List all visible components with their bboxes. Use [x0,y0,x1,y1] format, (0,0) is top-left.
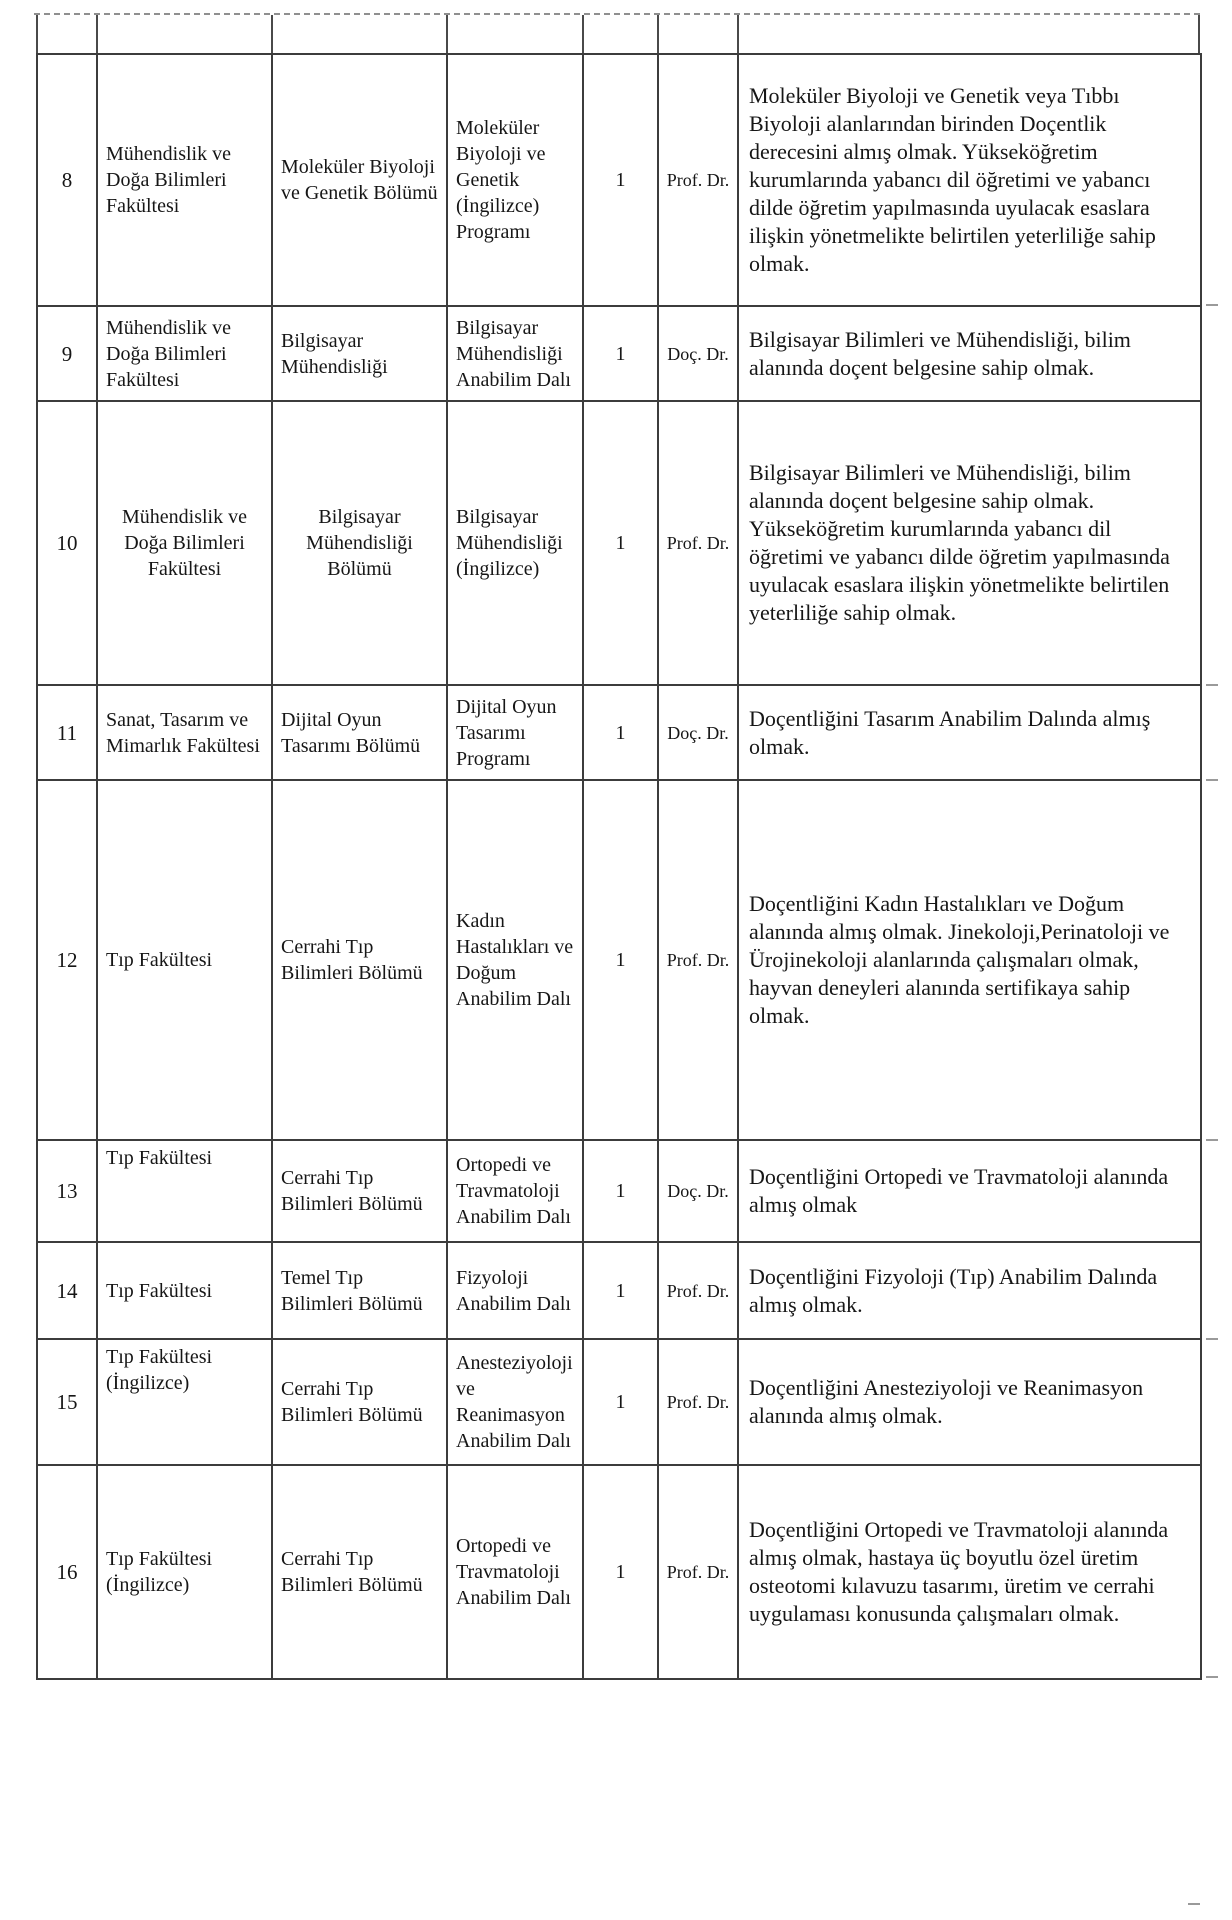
table-row [37,1140,1201,1242]
scan-edge-artifact [1206,304,1218,306]
cell-faculty: Tıp Fakültesi [97,780,272,1140]
cell-quota: 1 [583,1339,658,1465]
cell-faculty: Mühendislik ve Doğa Bilimleri Fakültesi [97,54,272,306]
cell-program: Anesteziyoloji ve Reanimasyon Anabilim Dalı [447,1339,583,1465]
cell-department: Bilgisayar Mühendisliği Bölümü [272,401,447,685]
cell-program: Kadın Hastalıkları ve Doğum Anabilim Dalı [447,780,583,1140]
cell-title: Prof. Dr. [658,1242,738,1339]
cell-title: Doç. Dr. [658,306,738,401]
cell-program: Moleküler Biyoloji ve Genetik (İngilizce) Programı [447,54,583,306]
cell-row-no: 9 [37,306,97,401]
cell-quota: 1 [583,780,658,1140]
scan-edge-artifact [1206,684,1218,686]
column-border-stub [582,15,584,55]
cell-row-no: 15 [37,1339,97,1465]
cell-faculty: Tıp Fakültesi (İngilizce) [97,1465,272,1679]
cell-title: Prof. Dr. [658,54,738,306]
cell-program: Dijital Oyun Tasarımı Programı [447,685,583,780]
column-border-stub [737,15,739,55]
table-row [37,306,1201,401]
cell-quota: 1 [583,1465,658,1679]
cell-program: Bilgisayar Mühendisliği Anabilim Dalı [447,306,583,401]
table-row [37,1339,1201,1465]
table-row [37,401,1201,685]
scan-edge-artifact [1206,1338,1218,1340]
cell-department: Temel Tıp Bilimleri Bölümü [272,1242,447,1339]
cell-department: Bilgisayar Mühendisliği [272,306,447,401]
table-row [37,780,1201,1140]
cell-requirement: Bilgisayar Bilimleri ve Mühendisliği, bilim alanında doçent belgesine sahip olmak. [738,306,1201,401]
column-border-stub [1198,15,1200,55]
table-row [37,685,1201,780]
scan-edge-artifact [1206,1139,1218,1141]
vacancy-table [36,53,1202,1680]
cell-quota: 1 [583,1140,658,1242]
cell-requirement: Doçentliğini Fizyoloji (Tıp) Anabilim Dalında almış olmak. [738,1242,1201,1339]
cell-row-no: 13 [37,1140,97,1242]
cell-faculty: Sanat, Tasarım ve Mimarlık Fakültesi [97,685,272,780]
cell-quota: 1 [583,1242,658,1339]
cell-title: Prof. Dr. [658,780,738,1140]
cell-faculty: Tıp Fakültesi (İngilizce) [97,1339,272,1465]
cell-quota: 1 [583,685,658,780]
table-row [37,1465,1201,1679]
cell-row-no: 16 [37,1465,97,1679]
cell-department: Cerrahi Tıp Bilimleri Bölümü [272,1465,447,1679]
cell-faculty: Tıp Fakültesi [97,1242,272,1339]
cell-requirement: Doçentliğini Kadın Hastalıkları ve Doğum alanında almış olmak. Jinekoloji,Perinatoloji ve Ürojinekoloji alanlarında çalışmaları olmak, hayvan deneyleri alanında sertifikaya sahip olmak. [738,780,1201,1140]
cell-department: Dijital Oyun Tasarımı Bölümü [272,685,447,780]
cell-quota: 1 [583,54,658,306]
scan-edge-artifact [1188,1903,1200,1905]
cell-requirement: Doçentliğini Anesteziyoloji ve Reanimasyon alanında almış olmak. [738,1339,1201,1465]
scan-edge-artifact [1206,1676,1218,1678]
cell-row-no: 14 [37,1242,97,1339]
cell-requirement: Doçentliğini Ortopedi ve Travmatoloji alanında almış olmak [738,1140,1201,1242]
cell-row-no: 11 [37,685,97,780]
cell-title: Doç. Dr. [658,685,738,780]
cell-requirement: Moleküler Biyoloji ve Genetik veya Tıbbı Biyoloji alanlarından birinden Doçentlik derecesini almış olmak. Yükseköğretim kurumlarında yabancı dil öğretimi ve yabancı dilde öğretim yapılmasında uyulacak esaslara ilişkin yönetmelikte belirtilen yeterliliğe sahip olmak. [738,54,1201,306]
cell-faculty: Mühendislik ve Doğa Bilimleri Fakültesi [97,401,272,685]
previous-row-remnant [36,15,1200,55]
column-border-stub [446,15,448,55]
cell-quota: 1 [583,306,658,401]
cell-faculty: Tıp Fakültesi [97,1140,272,1242]
cell-quota: 1 [583,401,658,685]
cell-row-no: 10 [37,401,97,685]
column-border-stub [657,15,659,55]
column-border-stub [271,15,273,55]
scan-edge-artifact [1206,779,1218,781]
cell-title: Prof. Dr. [658,401,738,685]
column-border-stub [36,15,38,55]
table-row [37,54,1201,306]
cell-row-no: 12 [37,780,97,1140]
cell-requirement: Bilgisayar Bilimleri ve Mühendisliği, bilim alanında doçent belgesine sahip olmak. Yükseköğretim kurumlarında yabancı dil öğretimi ve yabancı dilde öğretim yapılmasında uyulacak esaslara ilişkin yönetmelikte belirtilen yeterliliğe sahip olmak. [738,401,1201,685]
cell-program: Fizyoloji Anabilim Dalı [447,1242,583,1339]
cell-department: Moleküler Biyoloji ve Genetik Bölümü [272,54,447,306]
cell-program: Bilgisayar Mühendisliği (İngilizce) [447,401,583,685]
cell-program: Ortopedi ve Travmatoloji Anabilim Dalı [447,1140,583,1242]
cell-row-no: 8 [37,54,97,306]
cell-requirement: Doçentliğini Ortopedi ve Travmatoloji alanında almış olmak, hastaya üç boyutlu özel üretim osteotomi kılavuzu tasarımı, üretim ve cerrahi uygulaması konusunda çalışmaları olmak. [738,1465,1201,1679]
cell-requirement: Doçentliğini Tasarım Anabilim Dalında almış olmak. [738,685,1201,780]
cell-title: Doç. Dr. [658,1140,738,1242]
cell-department: Cerrahi Tıp Bilimleri Bölümü [272,780,447,1140]
cell-title: Prof. Dr. [658,1339,738,1465]
column-border-stub [96,15,98,55]
cell-department: Cerrahi Tıp Bilimleri Bölümü [272,1140,447,1242]
cell-title: Prof. Dr. [658,1465,738,1679]
table-row [37,1242,1201,1339]
cell-department: Cerrahi Tıp Bilimleri Bölümü [272,1339,447,1465]
cell-program: Ortopedi ve Travmatoloji Anabilim Dalı [447,1465,583,1679]
cell-faculty: Mühendislik ve Doğa Bilimleri Fakültesi [97,306,272,401]
